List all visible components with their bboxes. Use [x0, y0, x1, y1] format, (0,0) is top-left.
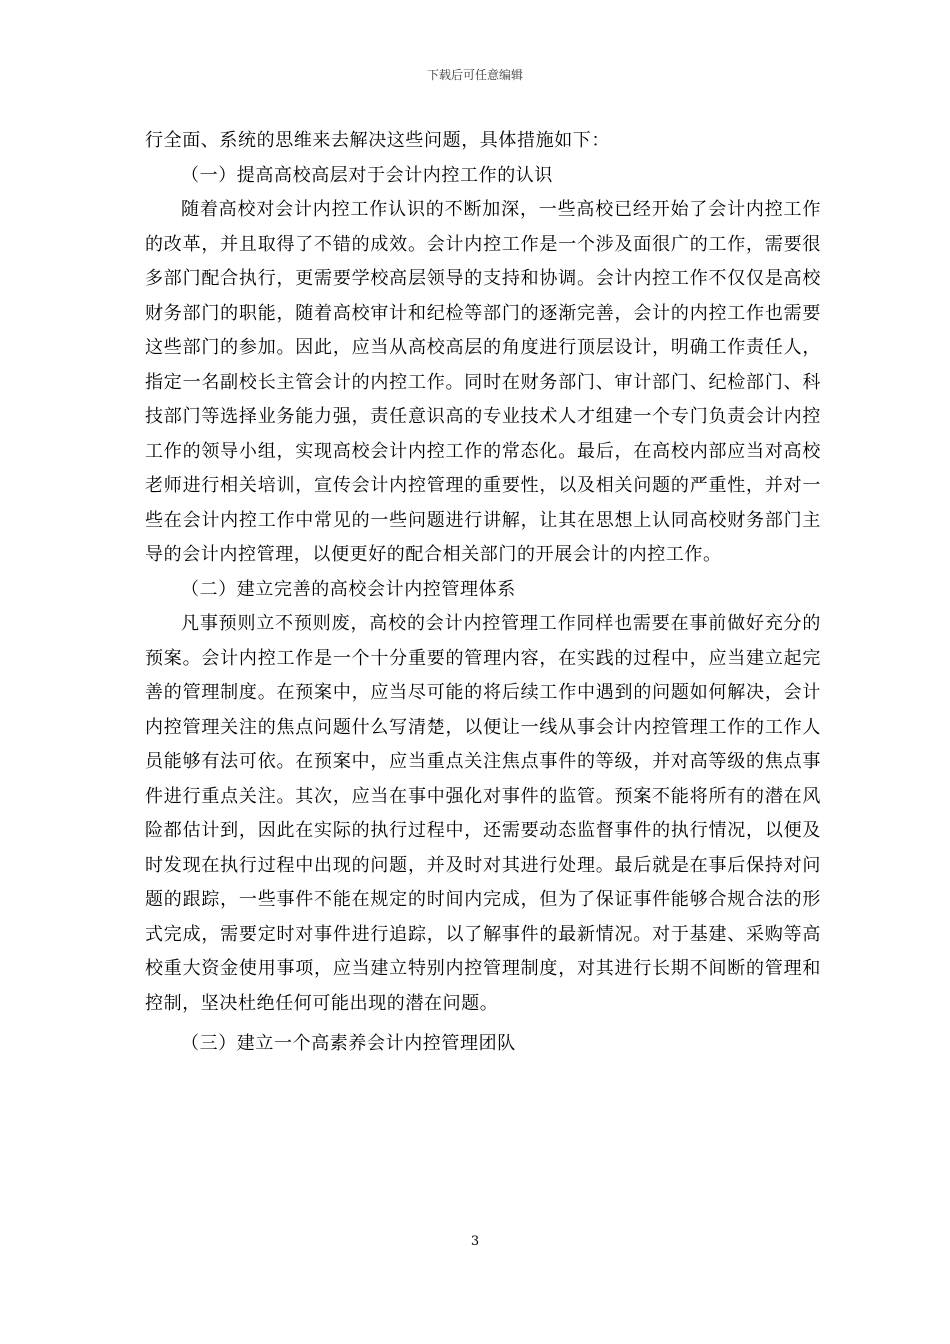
document-body: [145, 124, 821, 1062]
paragraph-section-1: 随着高校对会计内控工作认识的不断加深，一些高校已经开始了会计内控工作的改革，并且取得了不错的成效。会计内控工作是一个涉及面很广的工作，需要很多部门配合执行，更需要学校高层领导的支持和协调。会计内控工作不仅仅是高校财务部门的职能，随着高校审计和纪检等部门的逐渐完善，会计的内控工作也需要这些部门的参加。因此，应当从高校高层的角度进行顶层设计，明确工作责任人，指定一名副校长主管会计的内控工作。同时在财务部门、审计部门、纪检部门、科技部门等选择业务能力强，责任意识高的专业技术人才组建一个专门负责会计内控工作的领导小组，实现高校会计内控工作的常态化。最后，在高校内部应当对高校老师进行相关培训，宣传会计内控管理的重要性，以及相关问题的严重性，并对一些在会计内控工作中常见的一些问题进行讲解，让其在思想上认同高校财务部门主导的会计内控管理，以便更好的配合相关部门的开展会计的内控工作。: [145, 199, 821, 565]
page-number: 3: [470, 1234, 480, 1249]
paragraph-section-2: 凡事预则立不预则废，高校的会计内控管理工作同样也需要在事前做好充分的预案。会计内控工作是一个十分重要的管理内容，在实践的过程中，应当建立起完善的管理制度。在预案中，应当尽可能的将后续工作中遇到的问题如何解决，会计内控管理关注的焦点问题什么写清楚，以便让一线从事会计内控管理工作的工作人员能够有法可依。在预案中，应当重点关注焦点事件的等级，并对高等级的焦点事件进行重点关注。其次，应当在事中强化对事件的监管。预案不能将所有的潜在风险都估计到，因此在实际的执行过程中，还需要动态监督事件的执行情况，以便及时发现在执行过程中出现的问题，并及时对其进行处理。最后就是在事后保持对问题的跟踪，一些事件不能在规定的时间内完成，但为了保证事件能够合规合法的形式完成，需要定时对事件进行追踪，以了解事件的最新情况。对于基建、采购等高校重大资金使用事项，应当建立特别内控管理制度，对其进行长期不间断的管理和控制，坚决杜绝任何可能出现的潜在问题。: [145, 613, 821, 1014]
section-heading-3: （三）建立一个高素养会计内控管理团队: [181, 1033, 516, 1054]
section-heading-2: （二）建立完善的高校会计内控管理体系: [181, 578, 516, 600]
paragraph-continuation: 行全面、系统的思维来去解决这些问题，具体措施如下：: [145, 130, 610, 151]
section-heading-1: （一）提高高校高层对于会计内控工作的认识: [181, 164, 553, 186]
page-header: 下载后可任意编辑: [426, 68, 523, 82]
